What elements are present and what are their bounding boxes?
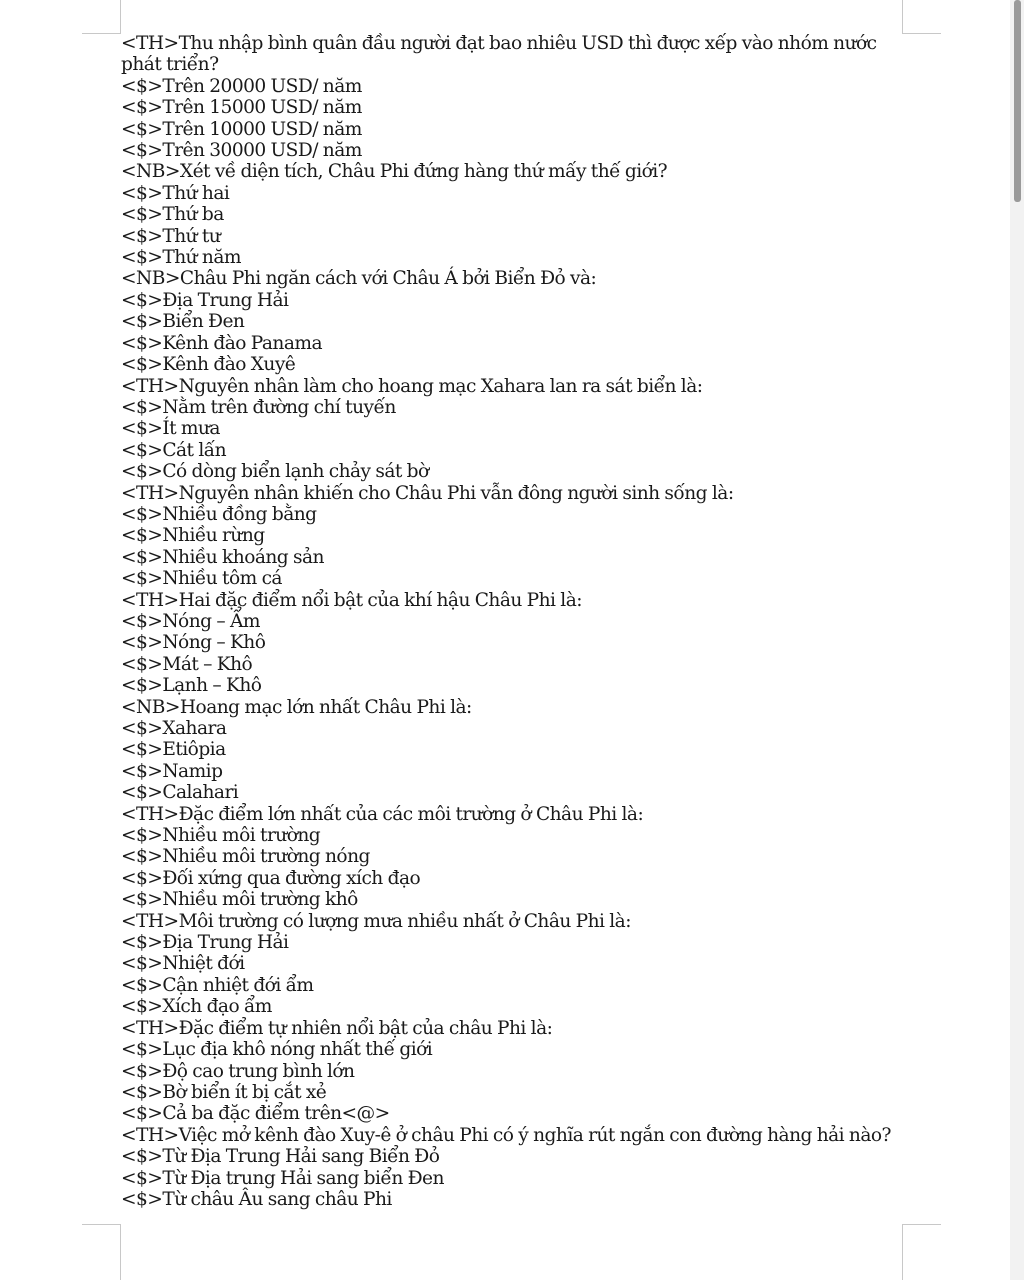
text-line: <$>Nhiều đồng bằng (121, 503, 317, 525)
text-line: <$>Từ châu Âu sang châu Phi (121, 1188, 392, 1210)
text-line: <$>Biển Đen (121, 311, 245, 333)
text-line: <$>Nhiều môi trường nóng (121, 846, 370, 868)
text-line: <TH>Đặc điểm lớn nhất của các môi trường ở Châu Phi là: (121, 803, 644, 825)
text-line: <$>Nóng – Khô (121, 632, 266, 654)
text-line: <$>Lạnh – Khô (121, 675, 262, 697)
text-line: <$>Từ Địa trung Hải sang biển Đen (121, 1167, 444, 1189)
crop-mark (903, 1224, 941, 1225)
text-line: <$>Thứ ba (121, 204, 224, 226)
text-line: <$>Kênh đào Xuyê (121, 354, 296, 376)
text-line: <$>Ít mưa (121, 418, 220, 440)
text-line: <$>Lục địa khô nóng nhất thế giới (121, 1039, 433, 1061)
text-line: <$>Thứ hai (121, 182, 230, 204)
text-line: <$>Etiôpia (121, 739, 226, 761)
crop-mark (120, 1224, 121, 1280)
text-line: <$>Nhiều khoáng sản (121, 546, 324, 568)
crop-mark (903, 33, 941, 34)
text-line: <$>Xích đạo ẩm (121, 996, 272, 1018)
text-line: <$>Độ cao trung bình lớn (121, 1060, 355, 1082)
text-line: <$>Calahari (121, 782, 239, 804)
text-line: <NB>Hoang mạc lớn nhất Châu Phi là: (121, 696, 472, 718)
text-line: <$>Namip (121, 760, 223, 782)
text-line: <$>Địa Trung Hải (121, 932, 289, 954)
document-body (121, 33, 901, 1210)
text-line: <$>Nhiều rừng (121, 525, 265, 547)
text-line: <$>Nhiều môi trường khô (121, 889, 358, 911)
text-line: <$>Cả ba đặc điểm trên<@> (121, 1103, 390, 1125)
text-line: <$>Đối xứng qua đường xích đạo (121, 867, 421, 889)
crop-mark (82, 33, 120, 34)
text-line: <$>Cận nhiệt đới ẩm (121, 974, 314, 996)
text-line: <NB>Châu Phi ngăn cách với Châu Á bởi Biển Đỏ và: (121, 268, 597, 290)
text-line: <TH>Nguyên nhân làm cho hoang mạc Xahara lan ra sát biển là: (121, 375, 703, 397)
text-line: <TH>Nguyên nhân khiến cho Châu Phi vẫn đông người sinh sống là: (121, 482, 734, 504)
text-line: <TH>Hai đặc điểm nổi bật của khí hậu Châu Phi là: (121, 589, 582, 611)
text-line: <$>Nóng – Ẩm (121, 610, 260, 632)
text-line: <$>Nhiều môi trường (121, 825, 321, 847)
text-line: <$>Trên 10000 USD/ năm (121, 118, 362, 140)
text-line: <$>Địa Trung Hải (121, 289, 289, 311)
text-line: <TH>Môi trường có lượng mưa nhiều nhất ở Châu Phi là: (121, 910, 631, 932)
text-line: <$>Xahara (121, 718, 227, 739)
crop-mark (902, 0, 903, 34)
text-line: <$>Trên 20000 USD/ năm (121, 75, 362, 97)
text-line: <$>Thứ tư (121, 225, 221, 247)
crop-mark (82, 1224, 120, 1225)
text-line: <$>Thứ năm (121, 247, 241, 269)
crop-mark (120, 0, 121, 34)
text-line: <$>Nhiều tôm cá (121, 568, 282, 590)
text-line: <TH>Thu nhập bình quân đầu người đạt bao nhiêu USD thì được xếp vào nhóm nước phát triển? (121, 33, 877, 76)
text-line: <$>Nhiệt đới (121, 953, 245, 975)
text-line: <$>Trên 30000 USD/ năm (121, 140, 362, 162)
scrollbar-thumb[interactable] (1014, 0, 1021, 202)
text-line: <NB>Xét về diện tích, Châu Phi đứng hàng thứ mấy thế giới? (121, 161, 668, 183)
text-line: <$>Cát lấn (121, 439, 226, 461)
text-line: <$>Mát – Khô (121, 653, 253, 675)
text-line: <$>Kênh đào Panama (121, 332, 322, 354)
text-line: <$>Trên 15000 USD/ năm (121, 97, 362, 119)
text-line: <$>Bờ biển ít bị cắt xẻ (121, 1081, 327, 1103)
vertical-scrollbar[interactable] (1010, 0, 1024, 1280)
text-line: <$>Có dòng biển lạnh chảy sát bờ (121, 461, 429, 483)
text-line: <TH>Việc mở kênh đào Xuy-ê ở châu Phi có ý nghĩa rút ngắn con đường hàng hải nào? (121, 1124, 891, 1146)
text-line: <TH>Đặc điểm tự nhiên nổi bật của châu Phi là: (121, 1017, 553, 1039)
crop-mark (902, 1224, 903, 1280)
text-line: <$>Từ Địa Trung Hải sang Biển Đỏ (121, 1146, 440, 1168)
text-line: <$>Nằm trên đường chí tuyến (121, 396, 396, 418)
